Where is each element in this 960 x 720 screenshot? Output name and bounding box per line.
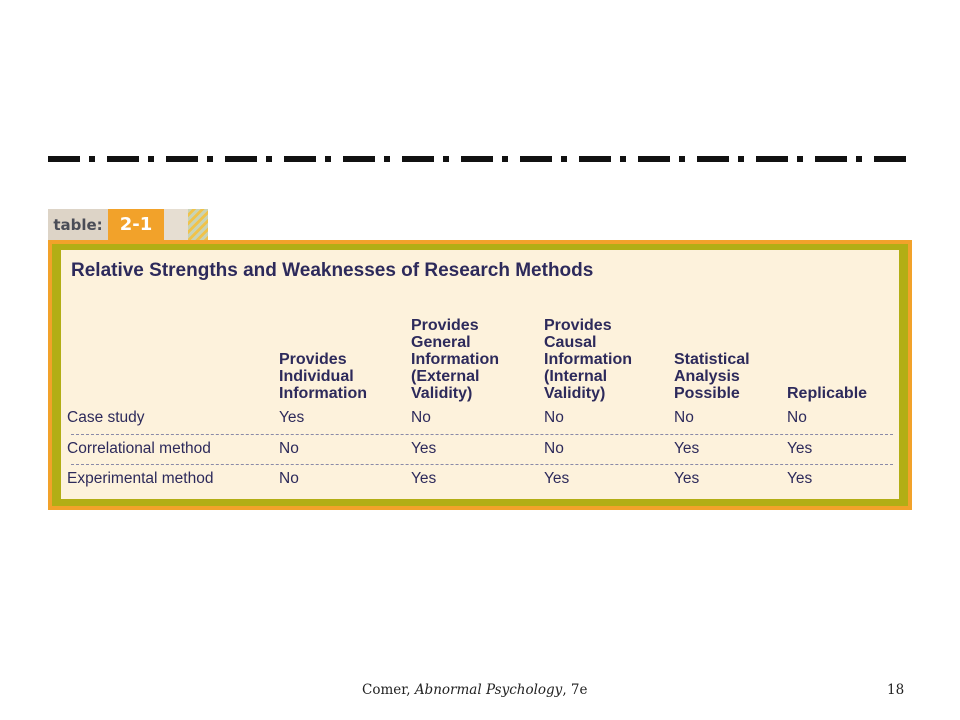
column-header-statistical-analysis	[674, 351, 750, 402]
header-line: Provides	[279, 351, 347, 368]
table-row	[61, 434, 899, 464]
table-cell: Yes	[674, 470, 700, 487]
table-tab-number: 2-1	[108, 209, 164, 241]
column-header-external-validity	[411, 317, 499, 402]
header-line: Possible	[674, 385, 740, 402]
table-cell: Yes	[411, 470, 437, 487]
table-cell: No	[787, 409, 807, 426]
row-method-label: Correlational method	[67, 440, 211, 457]
column-header-replicable	[787, 385, 867, 402]
row-method-label: Case study	[67, 409, 145, 426]
table-cell: Yes	[674, 440, 700, 457]
table-cell: No	[544, 409, 564, 426]
header-line: Provides	[544, 317, 612, 334]
header-line: Provides	[411, 317, 479, 334]
table-title: Relative Strengths and Weaknesses of Research Methods	[71, 260, 594, 281]
dash-dot-divider	[48, 156, 912, 162]
header-line: Information	[411, 351, 499, 368]
header-line: (External	[411, 368, 480, 385]
striped-decoration	[188, 209, 208, 241]
header-line: Replicable	[787, 385, 868, 402]
table-row	[61, 403, 899, 433]
table-frame	[48, 240, 912, 510]
column-header-internal-validity	[544, 317, 632, 402]
table-cell: No	[544, 440, 564, 457]
footer-citation	[362, 682, 587, 698]
header-line: Information	[544, 351, 632, 368]
column-header-individual-info	[279, 351, 367, 402]
table-cell: No	[674, 409, 694, 426]
citation-book-title: Abnormal Psychology	[414, 682, 563, 698]
header-line: Statistical	[674, 351, 750, 368]
table-cell: Yes	[411, 440, 437, 457]
table-cell: Yes	[279, 409, 305, 426]
row-method-label: Experimental method	[67, 470, 214, 487]
header-line: Information	[279, 385, 367, 402]
header-line: Validity)	[544, 385, 606, 402]
table-cell: Yes	[787, 440, 813, 457]
header-line: Analysis	[674, 368, 740, 385]
table-row	[61, 464, 899, 494]
table-cell: Yes	[787, 470, 813, 487]
table-frame-inner	[52, 244, 908, 506]
header-line: Individual	[279, 368, 354, 385]
table-cell: No	[411, 409, 431, 426]
page-number: 18	[887, 682, 905, 698]
table-cell: Yes	[544, 470, 570, 487]
table-tab-label: table:	[48, 209, 108, 241]
citation-edition: , 7e	[562, 682, 588, 698]
header-line: Causal	[544, 334, 597, 351]
column-headers	[61, 296, 899, 402]
citation-author: Comer,	[362, 682, 411, 698]
header-line: Validity)	[411, 385, 473, 402]
table-cell: No	[279, 440, 299, 457]
header-line: General	[411, 334, 471, 351]
table-cell: No	[279, 470, 299, 487]
table-tab-header	[48, 209, 212, 241]
header-line: (Internal	[544, 368, 608, 385]
tab-spacer	[164, 209, 188, 241]
table-panel	[61, 250, 899, 499]
